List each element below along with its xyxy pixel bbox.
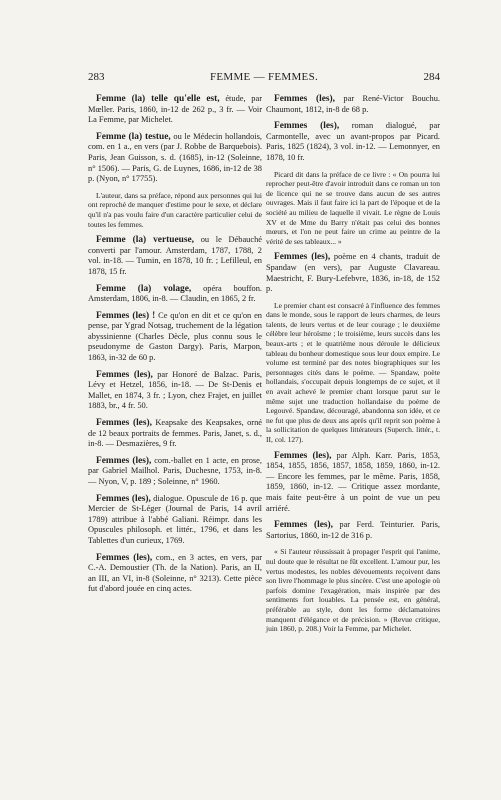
entry-note: Le premier chant est consacré à l'influence des femmes dans le monde, sous le rapport de leurs charmes, de leurs talents, de leurs vertus et de leur courage ; le deuxième célèbre leur héroïsme ; le troisième, leurs succès dans les beaux-arts ; et le quatrième nous déroule le délicieux tableau du bonheur domestique sous leur doux empire. Le volume est terminé par des notes biographiques sur les personnages cités dans le poème. — Spandaw, poète hollandais, s'occupait depuis longtemps de ce sujet, et il en avait achevé le premier chant lorsque parut sur le même sujet une traduction hollandaise du poème de Legouvé. Spandaw, découragé, abandonna son idée, et ce ne fut que plus de deux ans après qu'il reprit son poème à la sollicitation de quelques littérateurs (Superch. littér., t. II, col. 127).: [266, 300, 440, 444]
entry-headword: Femmes (les),: [274, 121, 340, 132]
bibliography-entry: [266, 252, 440, 294]
right-column: [266, 94, 440, 640]
entry-text: opéra bouffon. Amsterdam, 1806, in-8. — Claudin, en 1865, 2 fr.: [88, 283, 262, 304]
entry-text: étude, par Mœller. Paris, 1860, in-12 de 262 p., 3 fr. — Voir La Femme, par Michelet.: [88, 94, 262, 125]
entry-note: L'auteur, dans sa préface, répond aux personnes qui lui ont reproché de manquer d'estime pour le sexe, et déclare qu'il n'a pas voulu faire d'un caractère particulier celui de toutes les femmes.: [88, 190, 262, 229]
entry-note: Picard dit dans la préface de ce livre : « On pourra lui reprocher peut-être d'avoir introduit dans ce roman un ton de licence qui ne se trouve dans aucun de ses autres ouvrages. Mais il faut faire ici la part de l'époque et de la société au milieu de laquelle il vivait. Le règne de Louis XV et de Mme du Barry n'était pas celui des bonnes mœurs, et l'on ne peut faire un crime au peintre de la vérité de ses tableaux... »: [266, 169, 440, 246]
bibliography-entry: [88, 94, 262, 126]
running-title: FEMME — FEMMES.: [209, 71, 319, 83]
entry-text: roman dialogué, par Carmontelle, avec un avant-propos par Picard. Paris, 1825 (1824), 3 vol. in-12. — Lemonnyer, en 1878, 10 fr.: [266, 121, 440, 162]
entry-headword: Femme (la) testue,: [96, 131, 171, 142]
page-number-left: 283: [88, 71, 105, 83]
bibliography-entry: [88, 132, 262, 185]
entry-headword: Femmes (les) !: [96, 310, 156, 321]
bibliography-entry: [266, 520, 440, 541]
entry-headword: Femmes (les),: [96, 552, 153, 563]
bibliography-entry: [88, 370, 262, 412]
left-column: [88, 94, 262, 601]
bibliography-entry: [88, 456, 262, 488]
entry-headword: Femme (la) vertueuse,: [96, 235, 194, 246]
entry-text: par Honoré de Balzac. Paris, Lévy et Hetzel, 1856, in-18. — De St-Denis et Mallet, en 1874, 3 fr. ; Lyon, chez Frajet, en juillet 1883, br., 4 fr. 50.: [88, 369, 262, 411]
entry-text: ou le Débauché converti par l'amour. Amsterdam, 1787, 1788, 2 vol. in-18. — Tumin, en 1878, 10 fr. ; Lefilleul, en 1878, 15 fr.: [88, 235, 262, 276]
entry-headword: Femmes (les),: [96, 418, 152, 429]
bibliography-entry: [88, 235, 262, 277]
entry-headword: Femmes (les),: [274, 252, 331, 263]
bibliography-entry: [266, 121, 440, 163]
entry-text: com.-ballet en 1 acte, en prose, par Gabriel Mailhol. Paris, Duchesne, 1753, in-8. — Nyon, V, p. 189 ; Soleinne, n° 1960.: [88, 455, 262, 486]
entry-headword: Femmes (les),: [96, 369, 153, 380]
bibliography-entry: [88, 284, 262, 305]
entry-headword: Femmes (les),: [96, 455, 152, 466]
entry-headword: Femme (la) volage,: [96, 283, 192, 294]
bibliography-entry: [88, 494, 262, 547]
entry-text: par Ferd. Teinturier. Paris, Sartorius, 1860, in-12 de 316 p.: [266, 520, 440, 540]
entry-text: Ce qu'on en dit et ce qu'on en pense, par Ygrad Notsag, truchement de la légation abyssinienne (Charles Dècle, plus connu sous le pseudonyme de Gaston Dargy). Paris, Marpon, 1863, in-32 de 60 p.: [88, 310, 262, 363]
entry-headword: Femmes (les),: [274, 450, 332, 461]
entry-headword: Femmes (les),: [274, 520, 333, 531]
entry-text: poème en 4 chants, traduit de Spandaw (en vers), par Auguste Clavareau. Maestricht, F. Bury-Lefebvre, 1836, in-18, de 152 p.: [266, 252, 440, 294]
entry-text: par René-Victor Bouchu. Chaumont, 1812, in-8 de 68 p.: [266, 94, 440, 114]
bibliography-entry: [266, 451, 440, 515]
entry-text: ou le Médecin hollandois, com. en 1 a., en vers (par J. Robbe de Barquebois). Paris, Jean Guisson, s. d. (1685), in-12 (Soleinne, n° 1506). — Paris, G. de Luynes, 1686, in-12 de 38 p. (Nyon, n° 17755).: [88, 131, 262, 184]
bibliography-entry: [266, 94, 440, 115]
page-number-right: 284: [423, 71, 440, 83]
entry-note: « Si l'auteur réussissait à propager l'esprit qui l'anime, nul doute que le résultat ne fût excellent. L'amour pur, les vertus modestes, les nobles dévouements reçoivent dans son livre l'hommage le plus sincère. C'est une apologie où parfois domine l'exagération, mais inspirée par des sentiments fort louables. La pensée est, en général, préférable au style, dont les forme déclamatoires manquent d'élégance et de précision. » (Revue critique, juin 1860, p. 208.) Voir la Femme, par Michelet.: [266, 547, 440, 634]
bibliography-entry: [88, 418, 262, 450]
entry-headword: Femmes (les),: [274, 94, 335, 104]
entry-text: dialogue. Opuscule de 16 p. que Mercier de St-Léger (Journal de Paris, 14 avril 1789) attribue à l'abbé Galiani. Réimpr. dans les Opuscules philosoph. et littér., 1796, et dans les Tablettes d'un curieux, 1769.: [88, 493, 262, 545]
entry-headword: Femme (la) telle qu'elle est,: [96, 94, 220, 104]
entry-text: Keapsake des Keapsakes, orné de 12 beaux portraits de femmes. Paris, Janet, s. d., in-8. — Desmazières, 9 fr.: [88, 418, 262, 449]
bibliography-entry: [88, 553, 262, 595]
running-header: [88, 70, 440, 84]
bibliography-entry: [88, 311, 262, 364]
entry-text: par Alph. Karr. Paris, 1853, 1854, 1855, 1856, 1857, 1858, 1859, 1860, in-12. — Encore les femmes, par le même. Paris, 1858, 1859, 1860, in-12. — Critique assez mordante, mais faite peut-être à un point de vue un peu arriéré.: [266, 450, 440, 513]
entry-headword: Femmes (les),: [96, 493, 151, 504]
entry-text: com., en 3 actes, en vers, par C.-A. Demoustier (Th. de la Nation). Paris, an II, an III, an VI, in-8 (Soleinne, n° 3213). Cette pièce fut d'abord jouée en cinq actes.: [88, 552, 262, 594]
